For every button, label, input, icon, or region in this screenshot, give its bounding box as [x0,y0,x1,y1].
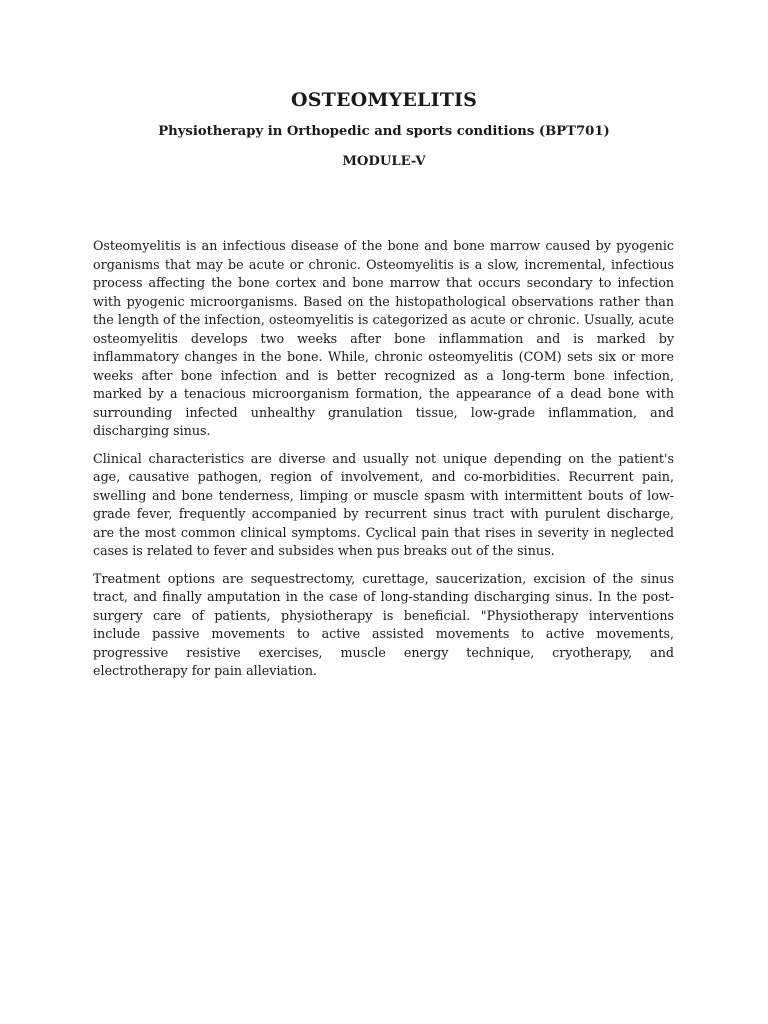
document-body [93,237,674,690]
paragraph-definition: Osteomyelitis is an infectious disease of the bone and bone marrow caused by pyogenic organisms that may be acute or chronic. Osteomyelitis is a slow, incremental, infectious process affecting the bone cortex and bone marrow that occurs secondary to infection with pyogenic microorganisms. Based on the histopathological observations rather than the length of the infection, osteomyelitis is categorized as acute or chronic. Usually, acute osteomyelitis develops two weeks after bone inflammation and is marked by inflammatory changes in the bone. While, chronic osteomyelitis (COM) sets six or more weeks after bone infection and is better recognized as a long-term bone infection, marked by a tenacious microorganism formation, the appearance of a dead bone with surrounding infected unhealthy granulation tissue, low-grade inflammation, and discharging sinus. [93,238,674,438]
module-label: MODULE-V [342,154,426,169]
document-subtitle: Physiotherapy in Orthopedic and sports conditions (BPT701) [158,124,610,139]
paragraph-treatment: Treatment options are sequestrectomy, curettage, saucerization, excision of the sinus tract, and finally amputation in the case of long-standing discharging sinus. In the post-surgery care of patients, physiotherapy is beneficial. "Physiotherapy interventions include passive movements to active assisted movements to active movements, progressive resistive exercises, muscle energy technique, cryotherapy, and electrotherapy for pain alleviation. [93,570,674,678]
document-title: OSTEOMYELITIS [290,89,478,111]
paragraph-clinical-characteristics: Clinical characteristics are diverse and usually not unique depending on the patient's age, causative pathogen, region of involvement, and co-morbidities. Recurrent pain, swelling and bone tenderness, limping or muscle spasm with intermittent bouts of low-grade fever, frequently accompanied by recurrent sinus tract with purulent discharge, are the most common clinical symptoms. Cyclical pain that rises in severity in neglected cases is related to fever and subsides when pus breaks out of the sinus. [93,450,674,558]
